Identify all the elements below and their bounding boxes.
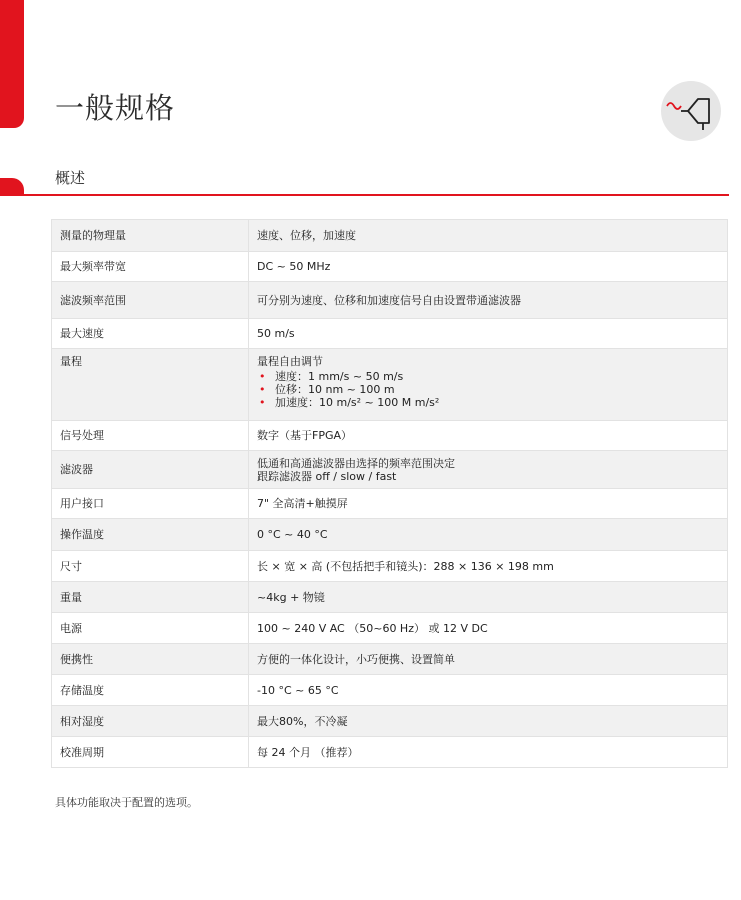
- spec-value-line: 跟踪滤波器 off / slow / fast: [257, 469, 397, 483]
- section-divider: [24, 194, 729, 196]
- table-row: [52, 737, 728, 768]
- spec-value: DC ~ 50 MHz: [249, 252, 728, 282]
- footnote: 具体功能取决于配置的选项。: [55, 796, 198, 809]
- spec-name: 滤波频率范围: [52, 282, 249, 319]
- spec-name: 存储温度: [52, 675, 249, 706]
- table-row: [52, 421, 728, 451]
- spec-name: 信号处理: [52, 421, 249, 451]
- table-row: [52, 349, 728, 421]
- list-item: • 速度：1 mm/s ~ 50 m/s: [257, 370, 719, 383]
- spec-value: 可分别为速度、位移和加速度信号自由设置带通滤波器: [249, 282, 728, 319]
- spec-value: 0 °C ~ 40 °C: [249, 519, 728, 551]
- vibrometer-plug-icon: [660, 80, 722, 142]
- list-item: • 加速度：10 m/s² ~ 100 M m/s²: [257, 396, 719, 409]
- red-accent-tab-section: [0, 178, 24, 196]
- spec-name: 相对湿度: [52, 706, 249, 737]
- table-row: [52, 252, 728, 282]
- table-row: [52, 220, 728, 252]
- spec-value: ~4kg + 物镜: [249, 582, 728, 613]
- spec-value: 长 × 宽 × 高 (不包括把手和镜头)：288 × 136 × 198 mm: [249, 551, 728, 582]
- spec-value: [249, 349, 728, 421]
- spec-name: 用户接口: [52, 489, 249, 519]
- spec-value: 最大80%，不冷凝: [249, 706, 728, 737]
- spec-value-line: 低通和高通滤波器由选择的频率范围决定: [257, 456, 455, 470]
- table-row: [52, 613, 728, 644]
- spec-value: -10 °C ~ 65 °C: [249, 675, 728, 706]
- spec-name: 便携性: [52, 644, 249, 675]
- spec-name: 滤波器: [52, 451, 249, 489]
- spec-name: 测量的物理量: [52, 220, 249, 252]
- spec-name: 重量: [52, 582, 249, 613]
- table-row: [52, 582, 728, 613]
- spec-value: 数字（基于FPGA）: [249, 421, 728, 451]
- spec-name: 最大频率带宽: [52, 252, 249, 282]
- spec-table: [51, 219, 728, 768]
- spec-value: 50 m/s: [249, 319, 728, 349]
- spec-value: 速度、位移，加速度: [249, 220, 728, 252]
- table-row: [52, 644, 728, 675]
- spec-value: 方便的一体化设计，小巧便携、设置简单: [249, 644, 728, 675]
- table-row: [52, 519, 728, 551]
- table-row: [52, 551, 728, 582]
- list-item: • 位移：10 nm ~ 100 m: [257, 383, 719, 396]
- table-row: [52, 319, 728, 349]
- spec-name: 量程: [52, 349, 249, 421]
- spec-value: 每 24 个月 （推荐）: [249, 737, 728, 768]
- spec-value-line: 量程自由调节: [257, 355, 323, 368]
- spec-name: 尺寸: [52, 551, 249, 582]
- table-row: [52, 706, 728, 737]
- table-row: [52, 282, 728, 319]
- range-bullet-list: [257, 370, 719, 409]
- spec-name: 操作温度: [52, 519, 249, 551]
- spec-name: 校准周期: [52, 737, 249, 768]
- spec-name: 电源: [52, 613, 249, 644]
- spec-value: 100 ~ 240 V AC （50~60 Hz） 或 12 V DC: [249, 613, 728, 644]
- page-title: 一般规格: [55, 91, 176, 125]
- section-title: 概述: [55, 169, 86, 187]
- red-accent-tab-top: [0, 0, 24, 128]
- spec-name: 最大速度: [52, 319, 249, 349]
- table-row: [52, 489, 728, 519]
- table-row: [52, 451, 728, 489]
- spec-value: 7" 全高清+触摸屏: [249, 489, 728, 519]
- spec-value: [249, 451, 728, 489]
- table-row: [52, 675, 728, 706]
